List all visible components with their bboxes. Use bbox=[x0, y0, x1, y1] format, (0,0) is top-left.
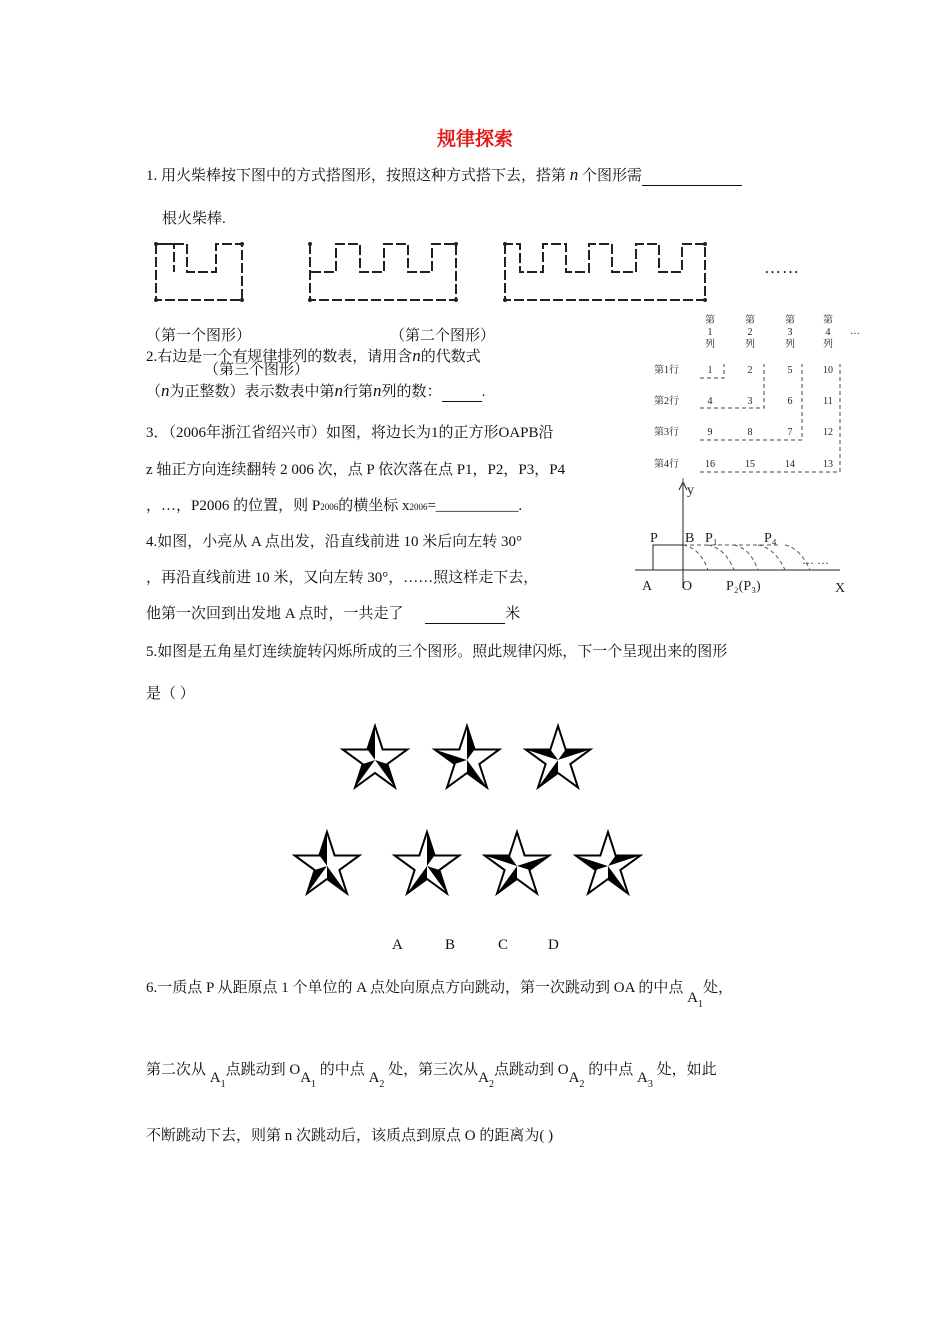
q6-sub-c: 1 bbox=[311, 1079, 317, 1090]
q6-A3 bbox=[636, 1070, 653, 1090]
q3-answer-blank[interactable]: =___________. bbox=[427, 498, 523, 514]
q6-A-letter-e: A bbox=[478, 1070, 490, 1086]
table-cell: 15 bbox=[745, 459, 755, 470]
q3-sub-2: 2006 bbox=[409, 502, 428, 512]
label-y: y bbox=[687, 483, 694, 498]
q5-line2: 是（ ） bbox=[146, 686, 195, 702]
q6-line3: 不断跳动下去，则第 n 次跳动后，该质点到原点 O 的距离为( ) bbox=[146, 1128, 554, 1144]
q2-paren: （ bbox=[146, 384, 162, 400]
table-cell: 2 bbox=[747, 365, 753, 376]
q2-text: 2.右边是一个有规律排列的数表，请用含 bbox=[146, 349, 413, 365]
label-P: P bbox=[650, 531, 658, 546]
q3-sub-1: 2006 bbox=[320, 502, 339, 512]
q1-caption-1: （第一个图形） bbox=[146, 328, 252, 344]
star-1 bbox=[343, 726, 408, 788]
q2-var-n-3: n bbox=[334, 381, 344, 400]
table-cell: 5 bbox=[787, 365, 793, 376]
label-P1: P₁ bbox=[705, 531, 718, 546]
q6-text-1: 6.一质点 P 从距原点 1 个单位的 A 点处向原点方向跳动，第一次跳动到 OA 的中点 bbox=[146, 980, 684, 996]
q2-text5: 列的数： bbox=[381, 384, 442, 400]
table-col-header-4: 列 bbox=[823, 339, 833, 350]
table-cell: 13 bbox=[823, 459, 833, 470]
q3-text-a: ，…，P2006 的位置，则 P bbox=[146, 498, 321, 514]
label-x: X bbox=[835, 581, 846, 596]
option-C[interactable]: C bbox=[498, 937, 509, 953]
q6-sub-g: 3 bbox=[647, 1079, 653, 1090]
table-col-header-3: 第 bbox=[785, 315, 795, 326]
table-col-header-1: 第 bbox=[705, 315, 715, 326]
table-col-header-1: 1 bbox=[707, 327, 713, 338]
q6-A-letter-f: A bbox=[568, 1070, 580, 1086]
q6-sub-e: 2 bbox=[489, 1079, 495, 1090]
table-col-header-4: 4 bbox=[825, 327, 831, 338]
q1-ellipsis: …… bbox=[764, 258, 800, 277]
q1-var-n: n bbox=[569, 165, 579, 184]
q3-line1: 3．（2006年浙江省绍兴市）如图，将边长为1的正方形OAPB沿 bbox=[146, 425, 554, 441]
q6-text-2a: 第二次从 bbox=[146, 1062, 207, 1078]
table-row-label-2: 第2行 bbox=[654, 396, 679, 407]
q6-text-2c: 的中点 bbox=[319, 1062, 365, 1078]
q6-text-2g: 处，如此 bbox=[656, 1062, 717, 1078]
q6-A1-b bbox=[209, 1070, 226, 1090]
table-cell: 16 bbox=[705, 459, 715, 470]
star-2 bbox=[435, 726, 500, 788]
table-col-header-4: 第 bbox=[823, 315, 833, 326]
q6-sub-f: 2 bbox=[579, 1079, 585, 1090]
q6-text-2f: 的中点 bbox=[588, 1062, 634, 1078]
q6-A-letter-c: A bbox=[300, 1070, 312, 1086]
q6-sub-d: 2 bbox=[379, 1079, 385, 1090]
table-col-header-2: 第 bbox=[745, 315, 755, 326]
q3-text-b: 的横坐标 x bbox=[338, 498, 410, 514]
table-col-header-3: 3 bbox=[787, 327, 793, 338]
label-A: A bbox=[642, 579, 653, 594]
table-col-header-2: 2 bbox=[747, 327, 753, 338]
table-cell: 7 bbox=[787, 427, 793, 438]
table-row-label-3: 第3行 bbox=[654, 427, 679, 438]
q6-text-2e: 点跳动到 O bbox=[494, 1062, 569, 1078]
q6-A2-b bbox=[478, 1070, 495, 1090]
q2-var-n-2: n bbox=[161, 381, 170, 400]
option-B[interactable]: B bbox=[445, 937, 456, 953]
table-cell: 3 bbox=[747, 396, 753, 407]
label-dots: … … bbox=[802, 553, 829, 567]
table-col-ellipsis: … bbox=[850, 326, 860, 337]
q6-A1 bbox=[687, 990, 703, 1010]
option-A[interactable]: A bbox=[392, 937, 403, 953]
table-cell: 1 bbox=[707, 365, 713, 376]
table-cell: 10 bbox=[823, 365, 833, 376]
q2-var-n: n bbox=[412, 346, 421, 365]
star-option-A bbox=[295, 832, 360, 894]
q2-text3: 为正整数）表示数表中第 bbox=[169, 384, 335, 400]
q6-text-2d: 处，第三次从 bbox=[388, 1062, 479, 1078]
q6-A2-a bbox=[368, 1070, 385, 1090]
table-col-header-1: 列 bbox=[705, 339, 715, 350]
label-B: B bbox=[685, 531, 695, 546]
table-cell: 4 bbox=[707, 396, 713, 407]
table-col-header-3: 列 bbox=[785, 339, 795, 350]
q6-sub-b: 1 bbox=[220, 1079, 226, 1090]
q6-line2 bbox=[146, 1058, 717, 1090]
q2-text2: 的代数式 bbox=[420, 349, 481, 365]
table-cell: 14 bbox=[785, 459, 795, 470]
table-row-label-4: 第4行 bbox=[654, 459, 679, 470]
q6-A-letter-g: A bbox=[636, 1070, 648, 1086]
q1-text2: 个图形需 bbox=[582, 168, 643, 184]
table-col-header-2: 列 bbox=[745, 339, 755, 350]
option-D[interactable]: D bbox=[548, 937, 559, 953]
q5-line1: 5.如图是五角星灯连续旋转闪烁所成的三个图形。照此规律闪烁，下一个呈现出来的图形 bbox=[146, 644, 728, 660]
table-cell: 6 bbox=[787, 396, 793, 407]
q4-line2: ，再沿直线前进 10 米，又向左转 30°，……照这样走下去， bbox=[146, 570, 539, 586]
star-option-D bbox=[576, 832, 641, 894]
table-cell: 8 bbox=[747, 427, 753, 438]
q6-text-2b: 点跳动到 O bbox=[225, 1062, 301, 1078]
q6-A1-letter: A bbox=[687, 990, 698, 1006]
star-3 bbox=[526, 726, 591, 788]
star-option-B bbox=[395, 832, 460, 894]
star-option-C bbox=[485, 832, 550, 894]
page-title: 规律探索 bbox=[436, 129, 513, 150]
q1-line2: 根火柴棒. bbox=[162, 211, 226, 227]
q3-line2: z 轴正方向连续翻转 2 006 次，点 P 依次落在点 P1，P2，P3，P4 bbox=[146, 462, 566, 478]
q2-var-n-4: n bbox=[373, 381, 382, 400]
q6-A-letter-b: A bbox=[209, 1070, 221, 1086]
q6-A-letter-d: A bbox=[368, 1070, 380, 1086]
q6-text-1b: 处， bbox=[702, 980, 733, 996]
q1-caption-3: （第三个图形） bbox=[204, 362, 310, 378]
q6-A2-c bbox=[568, 1070, 585, 1090]
table-cell: 11 bbox=[823, 396, 833, 407]
q4-line1: 4.如图，小亮从 A 点出发，沿直线前进 10 米后向左转 30° bbox=[146, 534, 523, 550]
label-P2P3: P₂(P₃) bbox=[726, 579, 761, 594]
label-O: O bbox=[682, 579, 693, 594]
q6-A1-sub: 1 bbox=[697, 999, 703, 1010]
q2-text4: 行第 bbox=[343, 384, 374, 400]
q4-unit: 米 bbox=[505, 606, 521, 622]
table-row-label-1: 第1行 bbox=[654, 365, 679, 376]
q2-period: . bbox=[481, 384, 486, 400]
q1-text: 1. 用火柴棒按下图中的方式搭图形，按照这种方式搭下去，搭第 bbox=[146, 168, 567, 184]
label-P4: P₄ bbox=[764, 531, 777, 546]
table-cell: 12 bbox=[823, 427, 833, 438]
table-cell: 9 bbox=[707, 427, 713, 438]
q6-line1 bbox=[146, 976, 733, 1010]
q1-caption-2: （第二个图形） bbox=[390, 328, 496, 344]
q6-A1-c bbox=[300, 1070, 317, 1090]
q4-text: 他第一次回到出发地 A 点时，一共走了 bbox=[146, 606, 404, 622]
